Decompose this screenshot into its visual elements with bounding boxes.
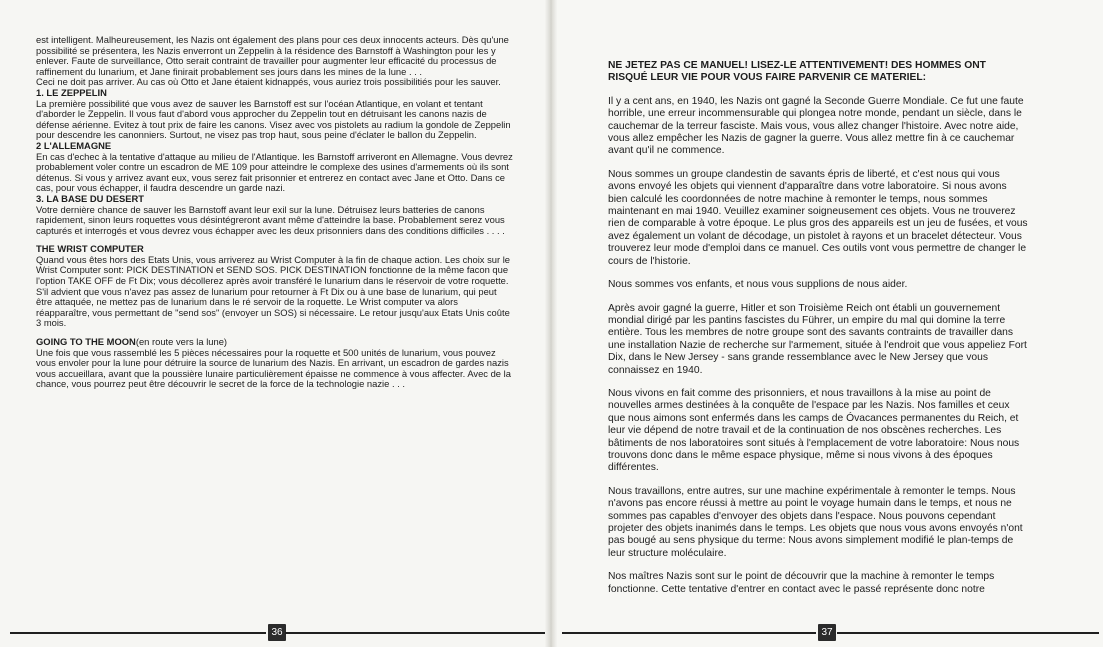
spacer xyxy=(608,475,1028,486)
section-heading-moon: GOING TO THE MOON xyxy=(36,336,136,348)
paragraph: Nous travaillons, entre autres, sur une machine expérimentale à remonter le temps. Nous n'avons pas encore réussi à mettre au point le voyage humain dans le temps, et nous ne sommes pas capables d'envoyer des objets dans l'espace. Nous pouvons cependant projeter des objets inanimés dans le temps. Les objets que nous vous avons envoyés n'ont pas bougé au sens physique du terme: Nous avons simplement modifié le plan-temps de leur structure moléculaire. xyxy=(608,485,1023,559)
right-page-text xyxy=(608,60,1028,596)
section-heading-zeppelin: 1. LE ZEPPELIN xyxy=(36,86,107,98)
section-heading-moon-note: (en route vers la lune) xyxy=(135,336,228,348)
left-page xyxy=(0,0,549,647)
footer-rule-left xyxy=(562,632,816,634)
paragraph: Nous sommes vos enfants, et nous vous supplions de nous aider. xyxy=(608,279,908,291)
intro-paragraph-1: est intelligent. Malheureusement, les Nazis ont également des plans pour ces deux innocents acteurs. Dès qu'une possibilité se présentera, les Nazis enverront un Zeppelin à la résidence des Barnstoff à Washington pour les y enlever. Faute de surveillance, Otto serait contraint de travailler pour augmenter leur efficacité du processus de raffinement du lunarium, et Jane finirait probablement ses jours dans les mines de la lune . . . xyxy=(36,34,509,77)
page-number: 37 xyxy=(818,624,836,641)
paragraph: Nos maîtres Nazis sont sur le point de découvrir que la machine à remonter le temps fonctionne. Cette tentative d'entrer en contact avec le passé représente donc notre xyxy=(608,571,995,595)
intro-paragraph-2: Ceci ne doit pas arriver. Au cas où Otto et Jane étaient kidnappés, vous auriez trois possibilitiés pour les sauver. xyxy=(36,76,501,88)
section-text-allemagne: En cas d'echec à la tentative d'attaque au milieu de l'Atlantique. les Barnstoff arriveront en Allemagne. Vous devrez probablement voler contre un escadron de ME 109 pour atteindre le complexe des usines d'armements où ils sont détenus. Si vous y arrivez avant eux, vous serez fait prisonnier et entrerez en contact avec Jane et Otto. Dans ce cas, pour vous échapper, il faudra descendre un garde nazi. xyxy=(36,150,513,194)
right-page xyxy=(552,0,1103,647)
section-heading-wrist-computer: THE WRIST COMPUTER xyxy=(36,243,144,255)
spacer xyxy=(608,268,1028,279)
section-text-desert: Votre dernière chance de sauver les Barnstoff avant leur exil sur la lune. Détruisez leurs batteries de canons rapidement, sinon leurs roquettes vous désintégreront avant même d'atteindre la base. Probablement serez vous capturés et interrogés et vous devrez vous échapper avec les deux prisonniers dans des conditions difficiles . . . . xyxy=(36,203,505,236)
footer-rule-left xyxy=(10,632,266,634)
paragraph: Nous sommes un groupe clandestin de savants épris de liberté, et c'est nous qui vous avons envoyé les objets qui viennent d'apparaître dans votre laboratoire. Si nous avons bien calculé les coordonnées de notre machine à remonter le temps, nous sommes maintenant en mai 1940. Veuillez examiner soigneusement ces objets. Vous ne trouverez rien de comparable à votre époque. Le plus gros des appareils est un jeu de fusées, et vous avez également un volant de décodage, un pistolet à rayons et un bracelet détecteur. Vous trouverez leur mode d'emploi dans ce manuel. Ces outils vont vous permettre de changer le cours de l'historie. xyxy=(608,168,1028,267)
left-page-text xyxy=(36,35,514,390)
spacer xyxy=(608,377,1028,388)
spacer xyxy=(608,292,1028,303)
section-text-moon: Une fois que vous rassemblé les 5 pièces nécessaires pour la roquette et 500 unités de lunarium, vous pouvez vous envoler pour la lune pour détruire la source de lunarium des Nazis. En arrivant, un escadron de gardes nazis vous accueillara, avant que la poussière lunaire particulièrement épaisse ne commence à vous affecter. Avec de la chance, vous pourrez peut être découvrir le secret de la force de la technologie nazie . . . xyxy=(36,346,511,390)
paragraph: Nous vivons en fait comme des prisonniers, et nous travaillons à la mise au point de nouvelles armes destinées à la conquête de l'espace par les Nazis. Nos familles et ceux que nous aimons sont enfermés dans les camps de Óvacances permanentes du Reich, et leur vie dépend de notre travail et de la continuation de nos obscènes recherches. Les bâtiments de nos laboratoires sont situés à l'emplacement de votre laboratoire: Nous nous trouvons donc dans le même espace physique, même si nous vivons à des époques différentes. xyxy=(608,387,1020,474)
warning-heading: NE JETEZ PAS CE MANUEL! LISEZ-LE ATTENTIVEMENT! DES HOMMES ONT RISQUÉ LEUR VIE POUR VOUS FAIRE PARVENIR CE MATERIEL: xyxy=(608,60,986,84)
section-heading-allemagne: 2 L'ALLEMAGNE xyxy=(36,139,112,151)
paragraph: Après avoir gagné la guerre, Hitler et son Troisième Reich ont établi un gouvernement mondial dirigé par les pantins fascistes du Führer, un empire du mal qui domine la terre entière. Tous les membres de notre groupe sont des savants contraints de travailler dans une installation Nazie de recherche sur l'armement, située à l'endroit que vous appeliez Fort Dix, dans le New Jersey - sans grande ressemblance avec le New Jersey que vous connaissez en 1940. xyxy=(608,302,1027,376)
section-heading-desert: 3. LA BASE DU DESERT xyxy=(36,192,144,204)
footer-rule-right xyxy=(285,632,547,634)
spacer xyxy=(608,85,1028,96)
book-gutter xyxy=(545,0,557,647)
footer-rule-right xyxy=(837,632,1099,634)
page-number: 36 xyxy=(268,624,286,641)
spacer xyxy=(608,560,1028,571)
paragraph: Il y a cent ans, en 1940, les Nazis ont gagné la Seconde Guerre Mondiale. Ce fut une faute horrible, une erreur incommensurable qui plongea notre monde, pendant un siècle, dans le cauchemar de la terreur fasciste. Mais vous, vous allez changer l'histoire. Avec notre aide, vous allez empêcher les Nazis de gagner la guerre. Vous allez mettre fin à ce cauchemar avant qu'il ne commence. xyxy=(608,95,1024,157)
section-text-wrist-computer: Quand vous êtes hors des Etats Unis, vous arriverez au Wrist Computer à la fin de chaque action. Les choix sur le Wrist Computer sont: PICK DESTINATION et SEND SOS. PICK DESTINATION fonctionne de la même facon que l'option TAKE OFF de Ft Dix; vous décollerez après avoir transféré le lunarium dans le réservoir de votre roquette. S'il advient que vous n'avez pas assez de lunarium pour retourner à Ft Dix ou à une base de lunarium, qui peut être attaquée, ne mettez pas de lunarium dans le ré servoir de la roquette. Le Wrist computer va alors réapparaître, vous permettant de "send sos" (envoyer un SOS) si nécessaire. Le retour jusqu'aux Etats Unis coûte 3 mois. xyxy=(36,253,511,329)
spacer xyxy=(608,158,1028,169)
section-text-zeppelin: La première possibilité que vous avez de sauver les Barnstoff est sur l'océan Atlantique, en volant et tentant d'aborder le Zeppelin. Il vous faut d'abord vous approcher du Zeppelin tout en détruisant les canons nazis de défense aérienne. Evitez à tout prix de faire les canons. Visez avec vos pistolets au radium la gondole de Zeppelin pour descendre les canonniers. Surtout, ne visez pas trop haut, sous peine d'éclater le ballon du Zeppelin. xyxy=(36,97,511,141)
